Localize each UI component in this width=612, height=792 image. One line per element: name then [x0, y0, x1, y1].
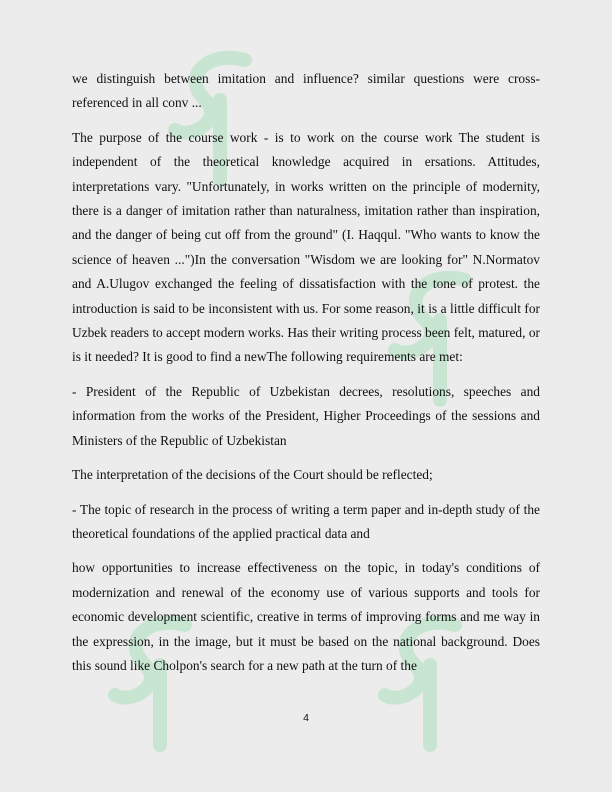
page-number: 4 [303, 712, 309, 724]
paragraph: The interpretation of the decisions of the Court should be reflected; [72, 467, 433, 483]
paragraph: - The topic of research in the process of writing a term paper and in-depth study of the theoretical foundations of the applied practical data and [72, 501, 540, 541]
paragraph: how opportunities to increase effectiveness on the topic, in today's conditions of modernization and renewal of the economy use of various supports and tools for economic development scientific, creative in terms of improving forms and me way in the expression, in the image, but it must be based on the national background. Does this sound like Cholpon's search for a new path at the turn of the [72, 560, 540, 673]
document-body [72, 67, 540, 688]
paragraph: we distinguish between imitation and influence? similar questions were cross-referenced in all conv ... [72, 71, 540, 111]
paragraph: The purpose of the course work - is to work on the course work The student is independent of the theoretical knowledge acquired in ersations. Attitudes, interpretations vary. "Unfortunately, in works written on the principle of modernity, there is a danger of imitation rather than naturalness, imitation rather than inspiration, and the danger of being cut off from the ground" (I. Haqqul. "Who wants to know the science of heaven ...")In the conversation "Wisdom we are looking for" N.Normatov and A.Ulugov exchanged the feeling of dissatisfaction with the tone of protest. the introduction is said to be inconsistent with us. For some reason, it is a little difficult for Uzbek readers to accept modern works. Has their writing process been felt, matured, or is it needed? It is good to find a newThe following requirements are met: [72, 129, 540, 365]
paragraph: - President of the Republic of Uzbekistan decrees, resolutions, speeches and information from the works of the President, Higher Proceedings of the sessions and Ministers of the Republic of Uzbekistan [72, 383, 540, 448]
